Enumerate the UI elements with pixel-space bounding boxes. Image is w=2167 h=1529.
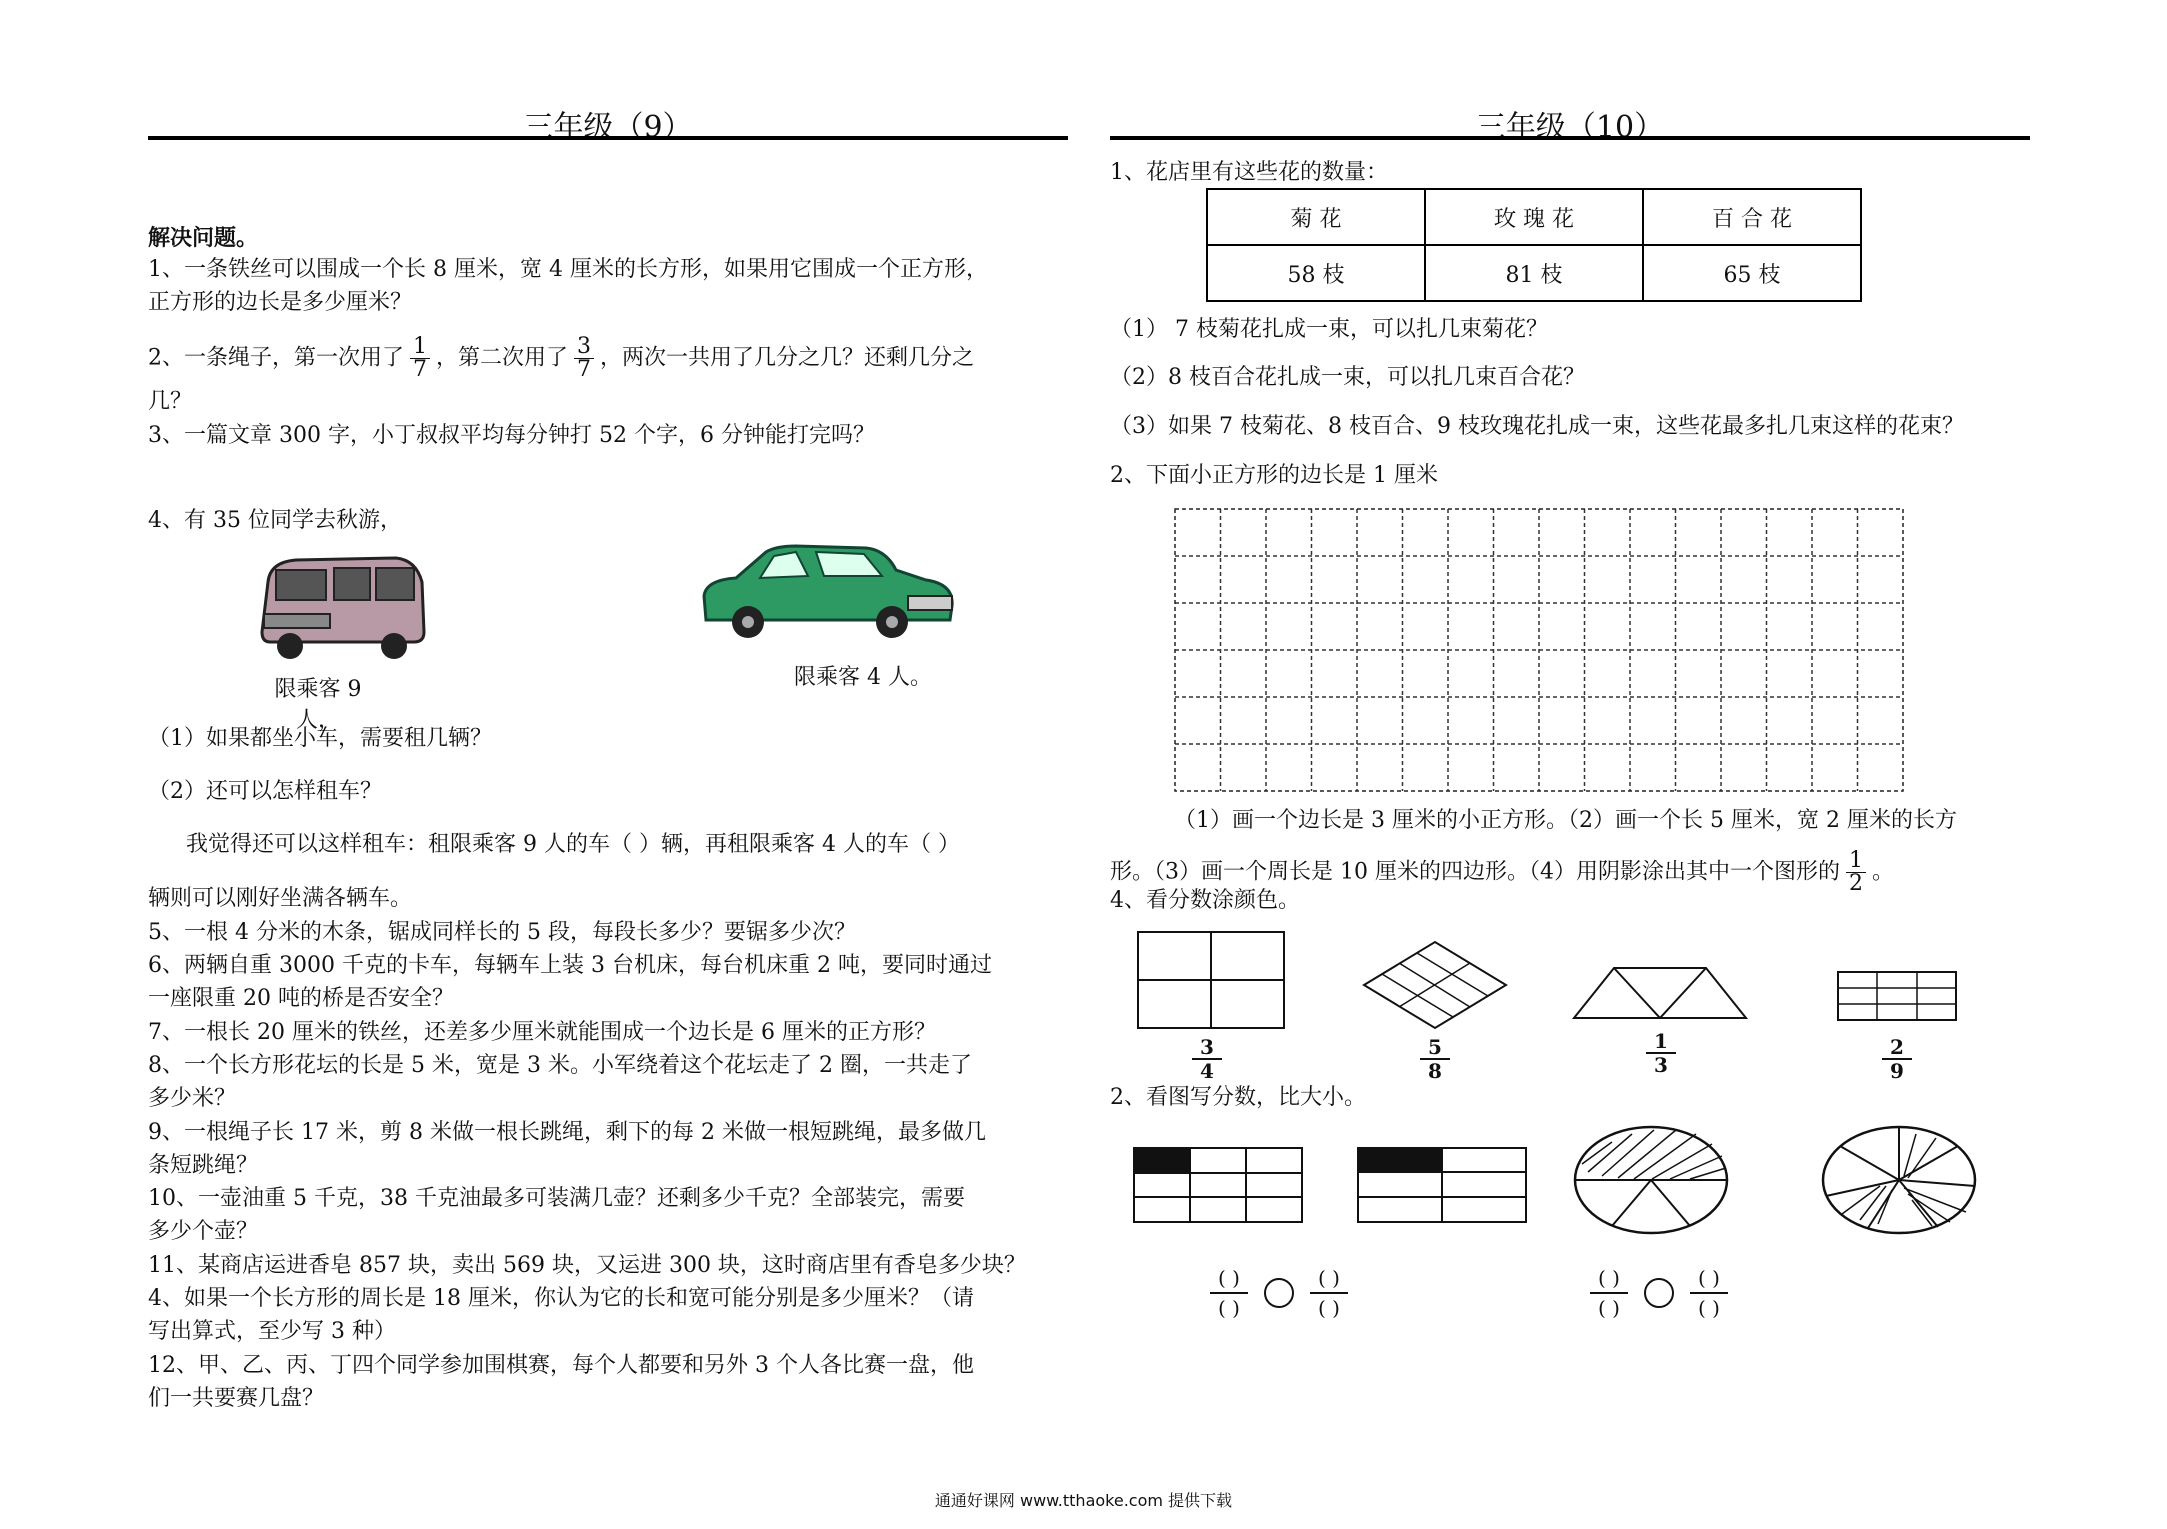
q2-line1 bbox=[148, 336, 974, 381]
r-q2-inst-line1: （1）画一个边长是 3 厘米的小正方形。（2）画一个长 5 厘米，宽 2 厘米的长方 bbox=[1174, 808, 1957, 833]
left-title: 三年级（9） bbox=[523, 110, 693, 145]
right-title-rule bbox=[1110, 136, 2030, 140]
shape-fraction-label: 2 9 bbox=[1882, 1036, 1912, 1082]
r-q1-part3: （3）如果 7 枝菊花、8 枝百合、9 枝玫瑰花扎成一束，这些花最多扎几束这样的花束？ bbox=[1110, 414, 1964, 439]
q12-line2: 们一共要赛几盘？ bbox=[148, 1386, 325, 1411]
circle-fifths-figure bbox=[1572, 1124, 1730, 1236]
rectangle-sixths-figure bbox=[1132, 1146, 1304, 1224]
r-q2-end: 。 bbox=[1871, 859, 1894, 885]
answer-blank[interactable]: ( ) bbox=[1218, 1296, 1240, 1320]
q2-fraction-2: $\frac{3}{7}$ bbox=[574, 336, 594, 381]
q2-post: ，两次一共用了几分之几？还剩几分之 bbox=[600, 345, 975, 371]
rectangle-quarters-shape bbox=[1136, 930, 1286, 1030]
circle-sevenths-figure bbox=[1820, 1124, 1978, 1236]
r-q2b: 2、看图写分数，比大小。 bbox=[1110, 1085, 1366, 1110]
trapezoid-thirds-shape bbox=[1572, 966, 1748, 1020]
left-heading: 解决问题。 bbox=[148, 225, 259, 251]
car-caption: 限乘客 4 人。 bbox=[794, 665, 932, 690]
answer-blank[interactable]: ( ) bbox=[1210, 1264, 1248, 1294]
answer-blank[interactable]: ( ) bbox=[1697, 1296, 1720, 1320]
q1-line1: 1、一条铁丝可以围成一个长 8 厘米，宽 4 厘米的长方形，如果用它围成一个正方形， bbox=[148, 257, 988, 282]
r-q2-inst-text: 形。（3）画一个周长是 10 厘米的四边形。（4）用阴影涂出其中一个图形的 bbox=[1110, 859, 1840, 885]
q4b-line1: 4、如果一个长方形的周长是 18 厘米，你认为它的长和宽可能分别是多少厘米？（请 bbox=[148, 1286, 974, 1311]
car-icon bbox=[696, 540, 958, 640]
q4: 4、有 35 位同学去秋游， bbox=[148, 508, 402, 533]
q4-part1: （1）如果都坐小车，需要租几辆？ bbox=[148, 726, 492, 751]
r-q2: 2、下面小正方形的边长是 1 厘米 bbox=[1110, 463, 1438, 488]
q9-line2: 条短跳绳？ bbox=[148, 1153, 259, 1178]
q2-line2: 几？ bbox=[148, 389, 193, 414]
q4b-line2: 写出算式，至少写 3 种） bbox=[148, 1319, 396, 1344]
r-q1-part1: （1） 7 枝菊花扎成一束，可以扎几束菊花？ bbox=[1110, 317, 1548, 342]
square-grid bbox=[1174, 508, 1904, 792]
q6-line1: 6、两辆自重 3000 千克的卡车，每辆车上装 3 台机床，每台机床重 2 吨，要同时通过 bbox=[148, 953, 992, 978]
compare-circle[interactable] bbox=[1644, 1278, 1674, 1308]
q1-line2: 正方形的边长是多少厘米？ bbox=[148, 290, 413, 315]
q12-line1: 12、甲、乙、丙、丁四个同学参加围棋赛，每个人都要和另外 3 个人各比赛一盘，他 bbox=[148, 1353, 974, 1378]
van-icon bbox=[256, 552, 428, 664]
flower-header: 百 合 花 bbox=[1643, 189, 1861, 245]
flower-header: 玫 瑰 花 bbox=[1425, 189, 1643, 245]
flower-table bbox=[1206, 188, 1862, 302]
q9-line1: 9、一根绳子长 17 米，剪 8 米做一根长跳绳，剩下的每 2 米做一根短跳绳，最多做几 bbox=[148, 1120, 986, 1145]
shape-fraction-label: 5 8 bbox=[1420, 1036, 1450, 1082]
answer-blank[interactable]: ( ) bbox=[1598, 1296, 1620, 1320]
van-caption: 限乘客 9 人， bbox=[274, 677, 362, 733]
q4-answer-line2: 辆则可以刚好坐满各辆车。 bbox=[148, 886, 413, 911]
q2-pre: 2、一条绳子，第一次用了 bbox=[148, 345, 404, 371]
q11: 11、某商店运进香皂 857 块，卖出 569 块，又运进 300 块，这时商店里有香皂多少块？ bbox=[148, 1253, 1026, 1278]
q7: 7、一根长 20 厘米的铁丝，还差多少厘米就能围成一个边长是 6 厘米的正方形？ bbox=[148, 1020, 936, 1045]
r-q1-part2: （2）8 枝百合花扎成一束，可以扎几束百合花？ bbox=[1110, 365, 1585, 390]
right-title: 三年级（10） bbox=[1475, 110, 1665, 145]
comparison-pair-2 bbox=[1590, 1264, 1728, 1322]
r-q4: 4、看分数涂颜色。 bbox=[1110, 888, 1300, 913]
q6-line2: 一座限重 20 吨的桥是否安全？ bbox=[148, 986, 454, 1011]
answer-blank[interactable]: ( ) bbox=[1590, 1264, 1628, 1294]
half-fraction: $\frac{1}{2}$ bbox=[1846, 850, 1866, 895]
comparison-pair-1 bbox=[1210, 1264, 1348, 1322]
answer-blank[interactable]: ( ) bbox=[1690, 1264, 1728, 1294]
q4-answer-line1: 我觉得还可以这样租车：租限乘客 9 人的车（ ）辆，再租限乘客 4 人的车（ ） bbox=[186, 832, 960, 857]
rectangle-fourths-figure bbox=[1356, 1146, 1528, 1224]
rectangle-ninths-shape bbox=[1836, 970, 1958, 1022]
flower-header: 菊 花 bbox=[1207, 189, 1425, 245]
q8-line1: 8、一个长方形花坛的长是 5 米，宽是 3 米。小军绕着这个花坛走了 2 圈，一共走了 bbox=[148, 1053, 972, 1078]
flower-count: 58 枝 bbox=[1207, 245, 1425, 301]
shape-fraction-label: 1 3 bbox=[1646, 1030, 1676, 1076]
rhombus-eighths-shape bbox=[1362, 940, 1508, 1030]
compare-circle[interactable] bbox=[1264, 1278, 1294, 1308]
answer-blank[interactable]: ( ) bbox=[1310, 1264, 1348, 1294]
q5: 5、一根 4 分米的木条，锯成同样长的 5 段，每段长多少？要锯多少次？ bbox=[148, 920, 856, 945]
q3: 3、一篇文章 300 字，小丁叔叔平均每分钟打 52 个字，6 分钟能打完吗？ bbox=[148, 423, 875, 448]
q8-line2: 多少米？ bbox=[148, 1086, 237, 1111]
flower-count: 65 枝 bbox=[1643, 245, 1861, 301]
q2-fraction-1: $\frac{1}{7}$ bbox=[410, 336, 430, 381]
answer-blank[interactable]: ( ) bbox=[1317, 1296, 1340, 1320]
page-footer: 通通好课网 www.tthaoke.com 提供下载 bbox=[934, 1491, 1233, 1510]
r-q1: 1、花店里有这些花的数量： bbox=[1110, 160, 1388, 185]
q2-mid: ，第二次用了 bbox=[436, 345, 569, 371]
flower-count: 81 枝 bbox=[1425, 245, 1643, 301]
q4-part2: （2）还可以怎样租车？ bbox=[148, 779, 382, 804]
left-title-rule bbox=[148, 136, 1068, 140]
q10-line1: 10、一壶油重 5 千克，38 千克油最多可装满几壶？还剩多少千克？全部装完，需要 bbox=[148, 1186, 965, 1211]
q10-line2: 多少个壶？ bbox=[148, 1219, 259, 1244]
shape-fraction-label: 3 4 bbox=[1192, 1036, 1222, 1082]
